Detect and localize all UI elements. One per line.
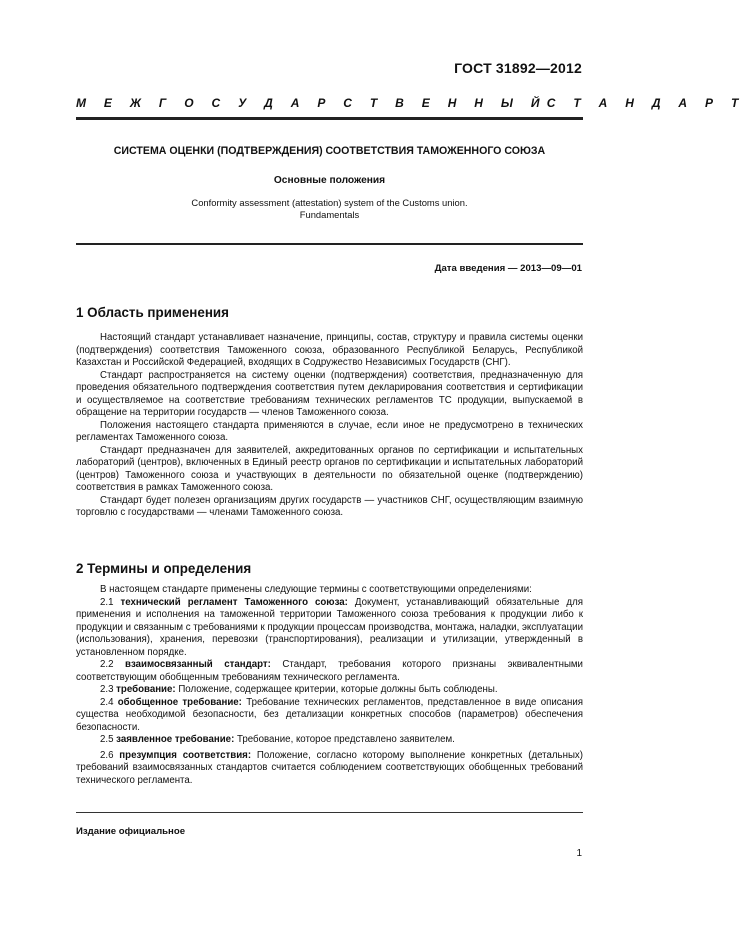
section-1-paragraph: Стандарт будет полезен организациям других государств — участников СНГ, осуществляющим взаимную торговлю с государствами — членами Таможенного союза. [76,494,583,518]
section-2-body [76,584,583,787]
english-title-line2: Fundamentals [299,209,360,220]
section-1-paragraph: Настоящий стандарт устанавливает назначение, принципы, состав, структуру и правила системы оценки (подтверждения) соответствия Таможенного союза, образованного Республикой Беларусь, Республикой Казахстан и Российской Федерацией, входящих в Содружество Независимых Государств (СНГ). [76,332,583,368]
title-rule [76,243,583,245]
section-1-paragraph: Стандарт распространяется на систему оценки (подтверждения) соответствия, предназначенную для проведения обязательного подтверждения соответствия путем декларирования соответствия и сертификации и осуществляемое на соответствие требованиям технических регламентов ТС продукции, выпускаемой в обращение на территории государств — членов Таможенного союза. [76,369,583,418]
banner-word-standart: С Т А Н Д А Р Т [546,96,746,110]
term-2-3: 2.3 требование: Положение, содержащее критерии, которые должны быть соблюдены. [100,684,498,695]
term-name: взаимосвязанный стандарт: [125,659,271,670]
term-name: заявленное требование: [116,734,235,745]
section-1-heading: 1 Область применения [76,305,229,320]
section-1-paragraph: Положения настоящего стандарта применяются в случае, если иное не предусмотрено в технических регламентах Таможенного союза. [76,419,583,443]
term-name: обобщенное требование: [117,696,242,708]
term-2-4: 2.4 обобщенное требование: Требование технических регламентов, представленное в виде описания существа необходимой безопасности, без детализации конкретных способов (параметров) обеспечения безопасности. [76,696,583,733]
document-subtitle: Основные положения [273,175,386,186]
term-name: презумпция соответствия: [119,749,252,761]
section-2-intro: В настоящем стандарте применены следующие термины с соответствующими определениями: [100,584,532,595]
footer-rule [76,812,583,813]
term-name: технический регламент Таможенного союза: [120,596,348,608]
term-2-6: 2.6 презумпция соответствия: Положение, согласно которому выполнение конкретных (детальных) требований взаимосвязанных стандартов считается соблюдением соответствующих обобщенных требований технического регламента. [76,749,583,786]
effective-date: Дата введения — 2013—09—01 [434,263,582,274]
term-2-1: 2.1 технический регламент Таможенного союза: Документ, устанавливающий обязательные для применения и исполнения на таможенной территории Таможенного союза требования к продукции либо к продукции и связанным с требованиями к продукции процессам производства, монтажа, наладки, эксплуатации (использования), хранения, перевозки (транспортирования), реализации и утилизации, утвержденный в установленном порядке. [76,596,583,658]
section-1-body [76,332,583,520]
document-title: СИСТЕМА ОЦЕНКИ (ПОДТВЕРЖДЕНИЯ) СООТВЕТСТВИЯ ТАМОЖЕННОГО СОЮЗА [113,145,546,157]
english-title [76,197,583,221]
english-title-line1: Conformity assessment (attestation) system of the Customs union. [191,197,468,208]
standard-type-banner [76,96,746,110]
term-2-2: 2.2 взаимосвязанный стандарт: Стандарт, требования которого признаны эквивалентными соответствующим обобщенным требованиям технического регламента. [76,659,583,683]
term-2-5: 2.5 заявленное требование: Требование, которое представлено заявителем. [100,734,455,745]
edition-note: Издание официальное [76,826,186,837]
standard-code: ГОСТ 31892—2012 [454,60,582,76]
section-2-heading: 2 Термины и определения [76,561,252,576]
banner-word-mezhgos: М Е Ж Г О С У Д А Р С Т В Е Н Н Ы Й [76,96,547,110]
header-rule [76,117,583,120]
page-number: 1 [576,848,582,859]
section-1-paragraph: Стандарт предназначен для заявителей, аккредитованных органов по сертификации и испытательных лабораторий (центров), включенных в Единый реестр органов по сертификации и испытательных лабораторий (центров) Таможенного союза и участвующих в деятельности по обязательной оценке (подтверждению) соответствия в рамках Таможенного союза. [76,444,583,493]
term-name: требование: [116,684,176,695]
